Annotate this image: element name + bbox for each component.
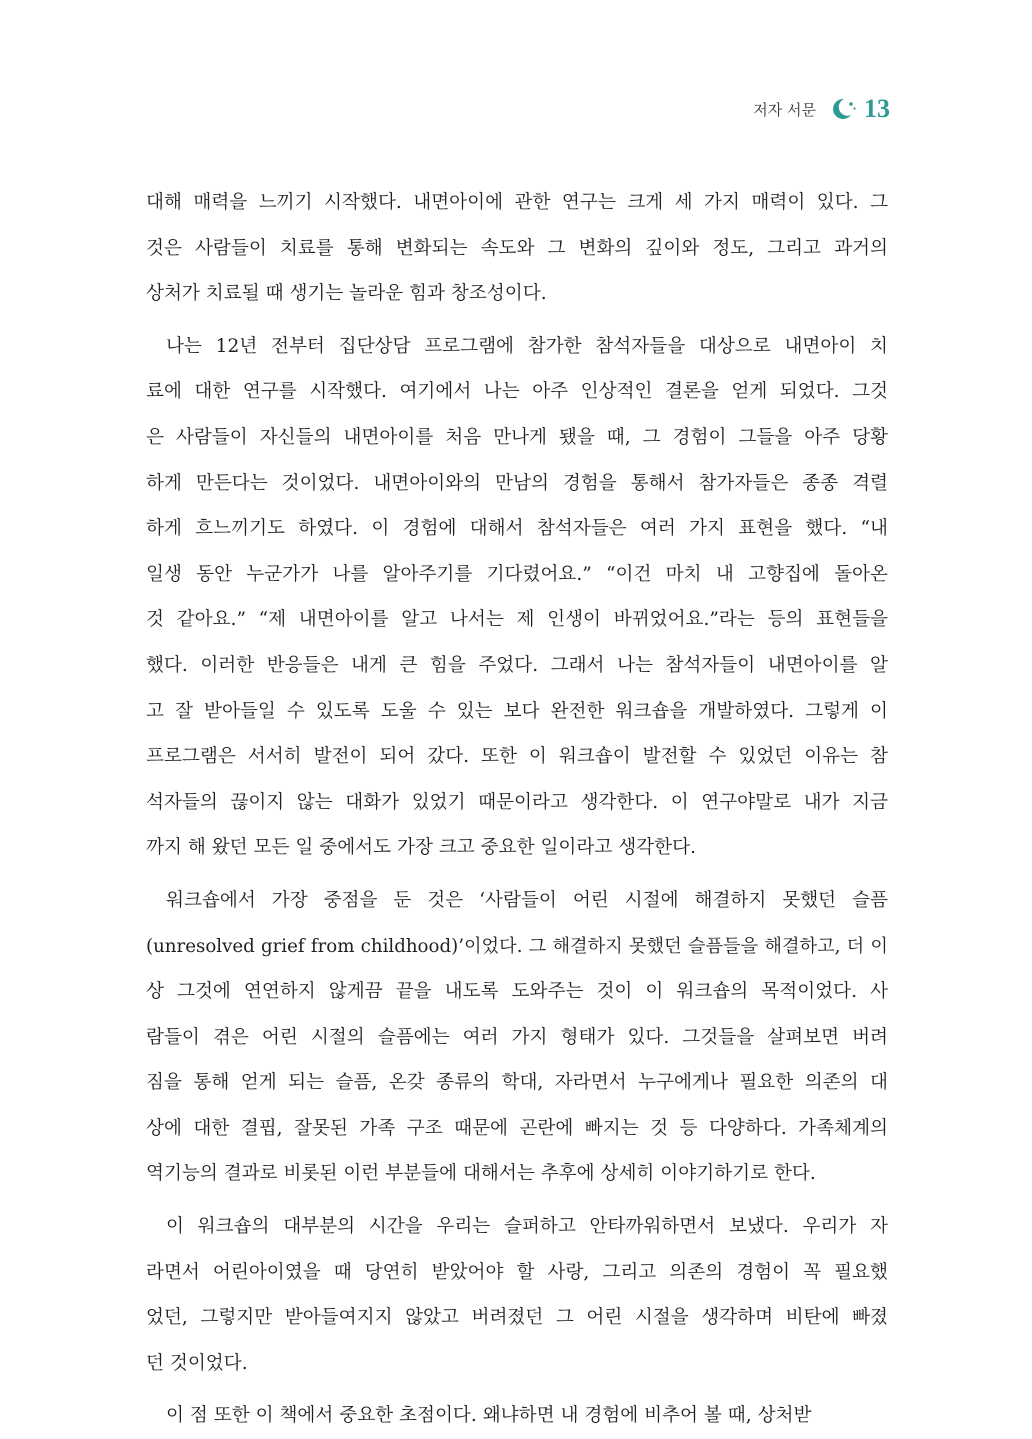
paragraph	[146, 1204, 888, 1386]
text-line: 라면서 어린아이였을 때 당연히 받았어야 할 사랑, 그리고 의존의 경험이 꼭 필요했	[146, 1261, 888, 1283]
text-line: 람들이 겪은 어린 시절의 슬픔에는 여러 가지 형태가 있다. 그것들을 살펴보면 버려	[146, 1026, 888, 1048]
text-line: 석자들의 끊이지 않는 대화가 있었기 때문이라고 생각한다. 이 연구야말로 내가 지금	[146, 791, 888, 813]
paragraph	[146, 180, 888, 317]
text-line: 프로그램은 서서히 발전이 되어 갔다. 또한 이 워크숍이 발전할 수 있었던 이유는 참	[146, 746, 888, 768]
text-line: 상처가 치료될 때 생기는 놀라운 힘과 창조성이다.	[146, 283, 547, 305]
text-line: 역기능의 결과로 비롯된 이런 부분들에 대해서는 추후에 상세히 이야기하기로 한다.	[146, 1163, 816, 1185]
running-header	[753, 93, 890, 125]
text-line: 던 것이었다.	[146, 1352, 248, 1374]
text-line: 워크숍에서 가장 중점을 둔 것은 ‘사람들이 어린 시절에 해결하지 못했던 슬픔	[166, 889, 888, 911]
paragraph	[146, 324, 888, 871]
text-line: 하게 흐느끼기도 하였다. 이 경험에 대해서 참석자들은 여러 가지 표현을 했다. “내	[146, 518, 888, 540]
text-line: 것은 사람들이 치료를 통해 변화되는 속도와 그 변화의 깊이와 정도, 그리고 과거의	[146, 237, 888, 259]
text-line: 했다. 이러한 반응들은 내게 큰 힘을 주었다. 그래서 나는 참석자들이 내면아이를 알	[146, 654, 888, 676]
text-line: (unresolved grief from childhood)’이었다. 그 해결하지 못했던 슬픔들을 해결하고, 더 이	[146, 935, 888, 957]
text-line: 상에 대한 결핍, 잘못된 가족 구조 때문에 곤란에 빠지는 것 등 다양하다. 가족체계의	[146, 1117, 888, 1139]
text-line: 은 사람들이 자신들의 내면아이를 처음 만나게 됐을 때, 그 경험이 그들을 아주 당황	[146, 426, 888, 448]
text-line: 나는 12년 전부터 집단상담 프로그램에 참가한 참석자들을 대상으로 내면아이 치	[166, 335, 888, 357]
paragraph	[146, 878, 888, 1197]
text-line: 일생 동안 누군가가 나를 알아주기를 기다렸어요.” “이건 마치 내 고향집에 돌아온	[146, 563, 888, 585]
text-line: 고 잘 받아들일 수 있도록 도울 수 있는 보다 완전한 워크숍을 개발하였다. 그렇게 이	[146, 700, 888, 722]
text-line: 하게 만든다는 것이었다. 내면아이와의 만남의 경험을 통해서 참가자들은 종종 격렬	[146, 472, 888, 494]
text-line: 대해 매력을 느끼기 시작했다. 내면아이에 관한 연구는 크게 세 가지 매력이 있다. 그	[146, 192, 888, 213]
body-text	[146, 180, 888, 1439]
text-line: 었던, 그렇지만 받아들여지지 않았고 버려졌던 그 어린 시절을 생각하며 비탄에 빠졌	[146, 1307, 888, 1329]
text-line: 까지 해 왔던 모든 일 중에서도 가장 크고 중요한 일이라고 생각한다.	[146, 837, 696, 859]
text-line: 짐을 통해 얻게 되는 슬픔, 온갖 종류의 학대, 자라면서 누구에게나 필요한 의존의 대	[146, 1072, 888, 1094]
text-line: 이 워크숍의 대부분의 시간을 우리는 슬퍼하고 안타까워하면서 보냈다. 우리가 자	[166, 1216, 888, 1238]
page-number: 13	[864, 94, 890, 123]
crescent-moon-icon	[830, 96, 856, 122]
text-line: 상 그것에 연연하지 않게끔 끝을 내도록 도와주는 것이 이 워크숍의 목적이었다. 사	[146, 981, 888, 1003]
paragraph	[146, 1393, 888, 1439]
text-line: 료에 대한 연구를 시작했다. 여기에서 나는 아주 인상적인 결론을 얻게 되었다. 그것	[146, 381, 888, 403]
section-title: 저자 서문	[753, 100, 816, 119]
text-line: 이 점 또한 이 책에서 중요한 초점이다. 왜냐하면 내 경험에 비추어 볼 때, 상처받	[166, 1405, 812, 1427]
text-line: 것 같아요.” “제 내면아이를 알고 나서는 제 인생이 바뀌었어요.”라는 등의 표현들을	[146, 609, 888, 631]
